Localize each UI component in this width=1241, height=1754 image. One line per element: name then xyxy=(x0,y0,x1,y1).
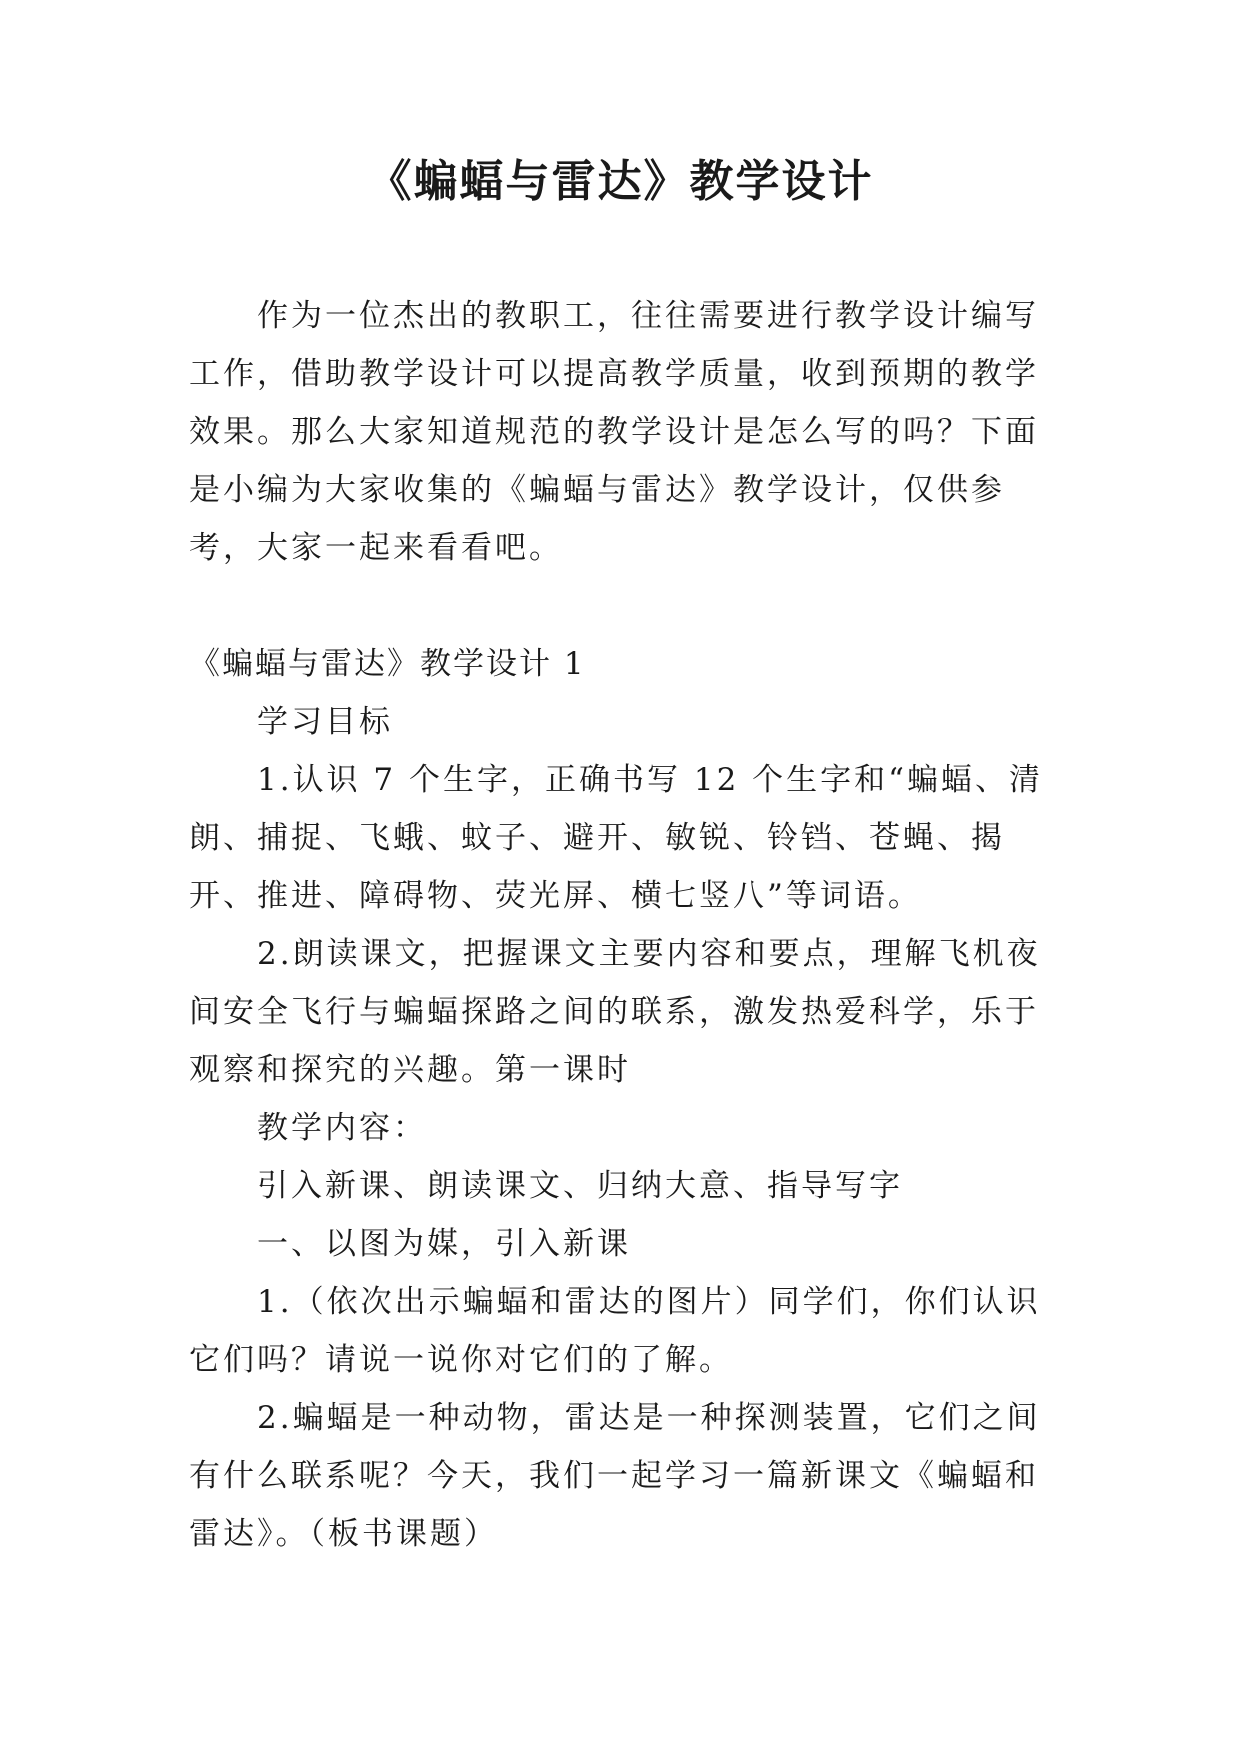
paragraph-step-1-item-2: 2.蝙蝠是一种动物，雷达是一种探测装置，它们之间有什么联系呢？今天，我们一起学习一篇新课文《蝙蝠和雷达》。（板书课题） xyxy=(189,1400,1041,1552)
document-title: 《蝙蝠与雷达》教学设计 xyxy=(367,156,874,207)
section-content xyxy=(189,693,1059,1563)
paragraph-objective-1: 1.认识 7 个生字，正确书写 12 个生字和“蝙蝠、清朗、捕捉、飞蛾、蚊子、避开、敏锐、铃铛、苍蝇、揭开、推进、障碍物、荧光屏、横七竖八”等词语。 xyxy=(189,762,1044,914)
intro-paragraph: 作为一位杰出的教职工，往往需要进行教学设计编写工作，借助教学设计可以提高教学质量，收到预期的教学效果。那么大家知道规范的教学设计是怎么写的吗？下面是小编为大家收集的《蝙蝠与雷达》教学设计，仅供参考，大家一起来看看吧。 xyxy=(189,298,1039,566)
paragraph-objective-2: 2.朗读课文，把握课文主要内容和要点，理解飞机夜间安全飞行与蝙蝠探路之间的联系，激发热爱科学，乐于观察和探究的兴趣。第一课时 xyxy=(189,936,1041,1088)
paragraph-content-list: 引入新课、朗读课文、归纳大意、指导写字 xyxy=(257,1168,903,1204)
paragraph-step-1-heading: 一、以图为媒，引入新课 xyxy=(257,1226,631,1262)
paragraph-step-1-item-1: 1.（依次出示蝙蝠和雷达的图片）同学们，你们认识它们吗？请说一说你对它们的了解。 xyxy=(189,1284,1041,1378)
paragraph-content-heading: 教学内容： xyxy=(257,1110,427,1146)
paragraph-objectives-heading: 学习目标 xyxy=(257,704,393,740)
section-title: 《蝙蝠与雷达》教学设计 1 xyxy=(189,646,586,682)
intro-block xyxy=(189,287,1059,577)
